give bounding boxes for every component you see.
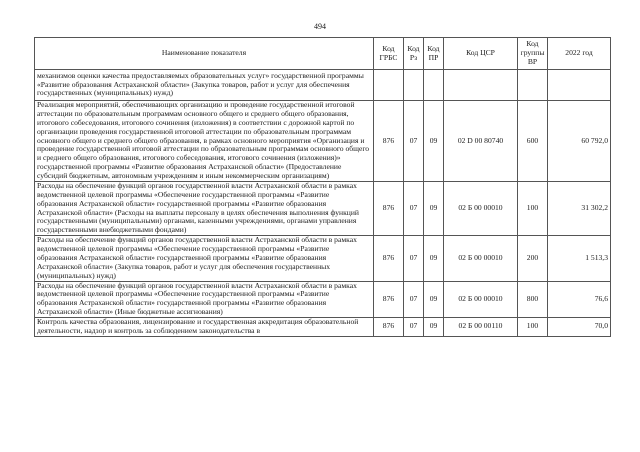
row-rz: 07 — [404, 101, 424, 182]
row-pr: 09 — [424, 181, 444, 235]
row-csr: 02 Б 00 00010 — [444, 181, 518, 235]
table-row — [35, 318, 611, 337]
row-csr: 02 D 00 80740 — [444, 101, 518, 182]
row-grbs: 876 — [374, 101, 404, 182]
row-grbs: 876 — [374, 318, 404, 337]
row-pr: 09 — [424, 101, 444, 182]
header-csr: Код ЦСР — [444, 38, 518, 70]
row-name: Реализация мероприятий, обеспечивающих организацию и проведение государственной итоговой аттестации по образовательным программам основного общего и среднего общего образования, итогового собеседования, итогового сочинения (изложения) в соответствии с дорожной картой по организации проведения государственной итоговой аттестации по образовательным программам основного общего и среднего общего образования, в рамках основного мероприятия «Организация и проведение государственной итоговой аттестации по образовательным программам основного общего и среднего общего образования, итогового собеседования, итогового сочинения (изложения)» государственной программы «Развитие образования Астраханской области» (Предоставление субсидий бюджетным, автономным учреждениям и иным некоммерческим организациям) — [35, 101, 374, 182]
row-name: Контроль качества образования, лицензирование и государственная аккредитация образовательной деятельности, надзор и контроль за соблюдением законодательства в — [35, 318, 374, 337]
table-row — [35, 236, 611, 281]
row-grbs: 876 — [374, 181, 404, 235]
row-pr: 09 — [424, 236, 444, 281]
header-year: 2022 год — [548, 38, 611, 70]
row-amount: 70,0 — [548, 318, 611, 337]
row-vr: 100 — [518, 181, 548, 235]
row-rz: 07 — [404, 181, 424, 235]
row-csr: 02 Б 00 00110 — [444, 318, 518, 337]
table-header-row — [35, 38, 611, 70]
table-row — [35, 101, 611, 182]
row-name: Расходы на обеспечение функций органов государственной власти Астраханской области в рамках ведомственной целевой программы «Обеспечение государственной программы «Развитие образования Астраханской области» государственной программы «Развитие образования Астраханской области» (Иные бюджетные ассигнования) — [35, 281, 374, 318]
row-amount: 76,6 — [548, 281, 611, 318]
row-rz: 07 — [404, 281, 424, 318]
row-amount: 31 302,2 — [548, 181, 611, 235]
row-vr: 100 — [518, 318, 548, 337]
row-csr — [444, 70, 518, 101]
header-vr: Код группы ВР — [518, 38, 548, 70]
row-vr: 600 — [518, 101, 548, 182]
row-pr — [424, 70, 444, 101]
row-name: Расходы на обеспечение функций органов государственной власти Астраханской области в рамках ведомственной целевой программы «Обеспечение государственной программы «Развитие образования Астраханской области» государственной программы «Развитие образования Астраханской области» (Расходы на выплаты персоналу в целях обеспечения выполнения функций государственными (муниципальными) органами, казенными учреждениями, органами управления государственными внебюджетными фондами) — [35, 181, 374, 235]
row-rz — [404, 70, 424, 101]
row-pr: 09 — [424, 318, 444, 337]
page-number: 494 — [314, 22, 326, 31]
header-name: Наименование показателя — [35, 38, 374, 70]
row-csr: 02 Б 00 00010 — [444, 281, 518, 318]
table-row — [35, 181, 611, 235]
row-grbs: 876 — [374, 236, 404, 281]
table-row — [35, 281, 611, 318]
row-amount — [548, 70, 611, 101]
row-amount: 1 513,3 — [548, 236, 611, 281]
row-amount: 60 792,0 — [548, 101, 611, 182]
row-vr — [518, 70, 548, 101]
header-pr: Код ПР — [424, 38, 444, 70]
row-name: Расходы на обеспечение функций органов государственной власти Астраханской области в рамках ведомственной целевой программы «Обеспечение государственной программы «Развитие образования Астраханской области» государственной программы «Развитие образования Астраханской области» (Закупка товаров, работ и услуг для обеспечения государственных (муниципальных) нужд) — [35, 236, 374, 281]
row-pr: 09 — [424, 281, 444, 318]
row-rz: 07 — [404, 236, 424, 281]
row-grbs — [374, 70, 404, 101]
budget-table — [34, 37, 611, 337]
header-rz: Код Рз — [404, 38, 424, 70]
row-grbs: 876 — [374, 281, 404, 318]
row-vr: 200 — [518, 236, 548, 281]
row-csr: 02 Б 00 00010 — [444, 236, 518, 281]
header-grbs: Код ГРБС — [374, 38, 404, 70]
row-vr: 800 — [518, 281, 548, 318]
row-rz: 07 — [404, 318, 424, 337]
row-name: механизмов оценки качества предоставляемых образовательных услуг» государственной программы «Развитие образования Астраханской области» (Закупка товаров, работ и услуг для обеспечения государственных (муниципальных) нужд) — [35, 70, 374, 101]
table-row — [35, 70, 611, 101]
